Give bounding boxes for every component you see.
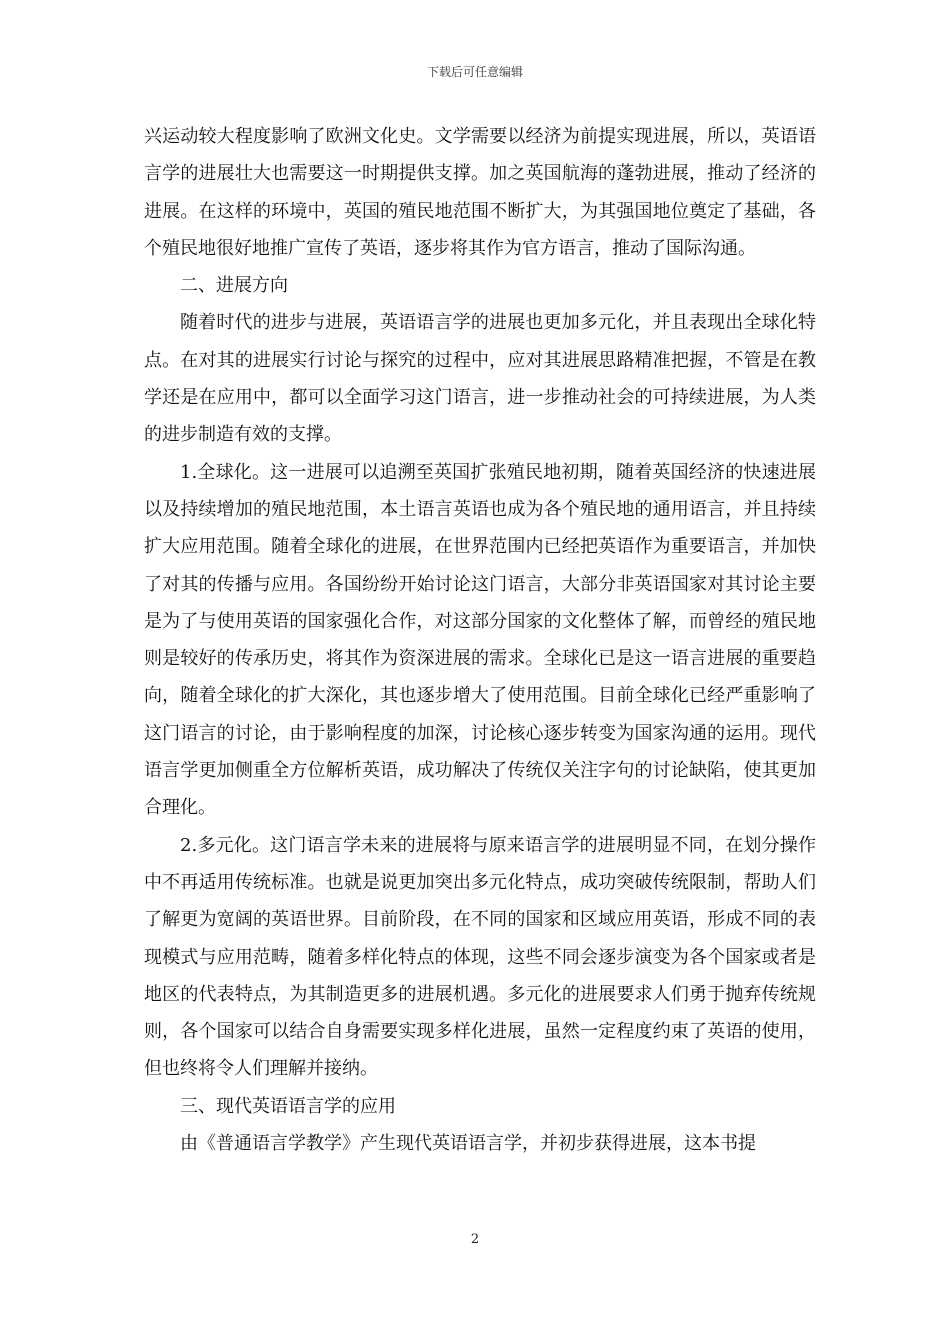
page-number: 2 bbox=[470, 1232, 480, 1247]
paragraph-application-start: 由《普通语言学教学》产生现代英语语言学，并初步获得进展，这本书提 bbox=[180, 1133, 756, 1155]
paragraph-continuation: 兴运动较大程度影响了欧洲文化史。文学需要以经济为前提实现进展，所以，英语语言学的进展壮大也需要这一时期提供支撑。加之英国航海的蓬勃进展，推动了经济的进展。在这样的环境中，英国的殖民地范围不断扩大，为其强国地位奠定了基础，各个殖民地很好地推广宣传了英语，逐步将其作为官方语言，推动了国际沟通。 bbox=[144, 126, 816, 259]
paragraph-diversification: 2.多元化。这门语言学未来的进展将与原来语言学的进展明显不同，在划分操作中不再适用传统标准。也就是说更加突出多元化特点，成功突破传统限制，帮助人们了解更为宽阔的英语世界。目前阶段，在不同的国家和区域应用英语，形成不同的表现模式与应用范畴，随着多样化特点的体现，这些不同会逐步演变为各个国家或者是地区的代表特点，为其制造更多的进展机遇。多元化的进展要求人们勇于抛弃传统规则，各个国家可以结合自身需要实现多样化进展，虽然一定程度约束了英语的使用，但也终将令人们理解并接纳。 bbox=[144, 834, 816, 1080]
section-heading-direction: 二、进展方向 bbox=[180, 275, 288, 297]
section-heading-application: 三、现代英语语言学的应用 bbox=[180, 1095, 396, 1117]
paragraph-globalization: 1.全球化。这一进展可以追溯至英国扩张殖民地初期，随着英国经济的快速进展以及持续增加的殖民地范围，本土语言英语也成为各个殖民地的通用语言，并且持续扩大应用范围。随着全球化的进展，在世界范围内已经把英语作为重要语言，并加快了对其的传播与应用。各国纷纷开始讨论这门语言，大部分非英语国家对其讨论主要是为了与使用英语的国家强化合作，对这部分国家的文化整体了解，而曾经的殖民地则是较好的传承历史，将其作为资深进展的需求。全球化已是这一语言进展的重要趋向，随着全球化的扩大深化，其也逐步增大了使用范围。目前全球化已经严重影响了这门语言的讨论，由于影响程度的加深，讨论核心逐步转变为国家沟通的运用。现代语言学更加侧重全方位解析英语，成功解决了传统仅关注字句的讨论缺陷，使其更加合理化。 bbox=[144, 461, 816, 819]
document-body bbox=[144, 118, 816, 1162]
paragraph-direction-intro: 随着时代的进步与进展，英语语言学的进展也更加多元化，并且表现出全球化特点。在对其的进展实行讨论与探究的过程中，应对其进展思路精准把握，不管是在教学还是在应用中，都可以全面学习这门语言，进一步推动社会的可持续进展，为人类的进步制造有效的支撑。 bbox=[144, 312, 816, 446]
page-header: 下载后可任意编辑 bbox=[426, 65, 523, 79]
